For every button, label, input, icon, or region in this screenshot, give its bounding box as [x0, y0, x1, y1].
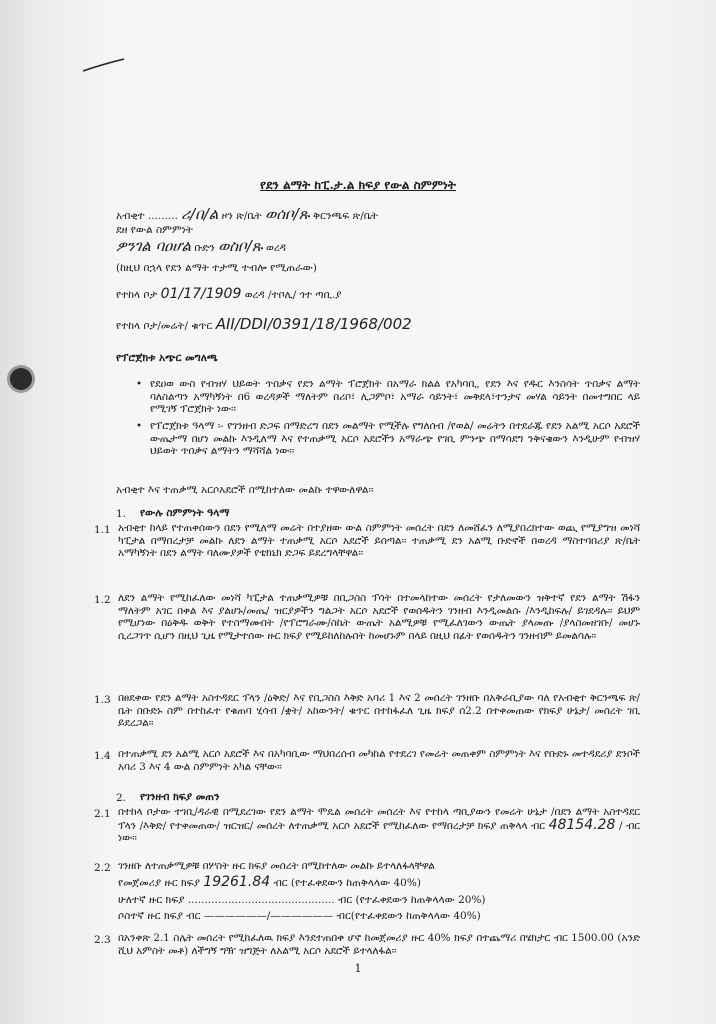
header-text: ወረዳ: [266, 242, 286, 254]
installment-label: ሶስተኛ ዙር ክፍያ ብር: [118, 910, 201, 922]
document-title: የደን ልማት ከፒ.ታ.ል ክፍያ የውል ስምምነት: [260, 178, 456, 192]
clause-2-1-text: በተከላ ቦታው ተገቢ/ዳራዊ በሚደረገው የደን ልማት ሞዴል መሰረት መሰረት እና የተከላ ጣቢያውን የመሬት ሁኔታ /በደን ልማት አስተዳደር ፕላን /እቅድ/ የተቀመጠው/ ዝርዝር/ መሰረት ለተጠቃሚ አርሶ አደሮች የሚከፈለው የማበረታቻ ክፍያ ጠቅላላ ብር: [118, 806, 640, 832]
bullet-paragraph: • የደዐወ ውስ የብዝሃ ህይወት ጥበቃና የደን ልማት ፕሮጀክት በአማራ ክልል የአካባቢ, የደን እና የዱር እንስሳት ጥበቃና ልማት ባለስልጣን አማካኝነት በ6 ወረዳዎች ማለትም በሪቦ፣ ሊጋምቦ፣ አማራ ሳይንት፣ መቅደላ፣ተንታና መሃል ሳይንት በመተግበር ላይ የሚገኝ ፕሮጀክት ነው፡፡: [150, 378, 640, 416]
header-line-1: [116, 205, 379, 223]
header-line-2: ደዘ የውል ስምምነት: [116, 224, 194, 236]
section-heading: የውሉ ስምምነት ዓላማ: [140, 507, 230, 519]
clause-2-1-end: / ብር ነው፡፡: [118, 819, 640, 845]
clause-text: በአንቀጽ 2.1 ስሌት መሰረት የሚከፈለዉ ክፍያ እንደተጠበቀ ሆኖ ከመጀመሪያ ዙር 40% ክፍያ በተጨማሪ በሄክታር ብር 1500.00 (አንድ ሺህ አምስት መቶ) ለችግኝ ግዥ ዝግጅት ለአልሚ አርሶ አደሮች ይተላለፋል፡፡: [118, 932, 640, 957]
handwritten-first-installment: 19261.84: [203, 874, 271, 890]
clause-text: ለደን ልማት የሚከፈለው መነሻ ካፒታል ተጠቃሚዎቹ በቢጋስስ ፕሳት በተመላከተው መሰረት የታለመውን ዝቅተኛ የደን ልማት ሽፋን ማለትም አገር በቀል እና ያልሆኑ/መጤ/ ዝርያዎችን ግልጋት አርሶ አደሮች የወሰዱትን ገንዘብ እንዲመልሱ /እንዲከፍሉ/ ይገደዳሉ፡፡ ይህም የሚሆነው በዕቅዱ ወቅት የተስማሙበት /የፕሮግራሙ/ስኬት ውጤት አልሚዎቹ የሚፈለገውን ውጤት ያላመጡ /ያላስመዘገቡ/ መሆኑ ሲረጋገጥ ሲሆን በዚህ ጊዜ የሚታተሰው ዙር ክፍያ የሚይከለከሉበት ከመሆኑም በላይ በዚህ በፊት የወሰዱትን ገንዘብም ይመልሳሉ፡፡: [118, 592, 640, 642]
header-line-4: (ከዚህ በኋላ የደን ልማት ተታሚ ተብሎ የሚጠራው): [116, 262, 317, 274]
handwritten-zone-office: ወሰቦ/ጹ: [265, 205, 310, 223]
installment-row-1: [118, 876, 421, 890]
page-number: 1: [354, 962, 362, 975]
installment-label: የመጀመሪያ ዙር ክፍያ: [118, 877, 200, 889]
clause-text: በተጠቃሚ ደን አልሚ አርሶ አደሮች እና በአካባቢው ማህበረሰብ መካከል የተደረገ የመሬት መጠቀም ስምምነት እና የቡድኑ መተዳደሪያ ደንቦች አባሪ 3 እና 4 ውል ስምምነት አካል ናቸው፡፡: [118, 748, 640, 773]
clause-number: 1.2: [94, 594, 111, 606]
installment-row-3: ሶስተኛ ዙር ክፍያ ብር ——————/—————— ብር(የተፈቀደውን ከጠቅላላው 40%): [118, 910, 481, 922]
pen-stroke-mark: [80, 55, 130, 75]
header-text: አብቂተ .........: [116, 210, 178, 222]
clause-number: 1.4: [94, 750, 111, 762]
clause-number: 1.1: [94, 524, 111, 536]
clause-text: [118, 806, 640, 845]
clause-text: ገንዘቡ ለተጠቃሚዎቹ በሦስት ዙር ክፍያ መሰረት በሚከተለው መልኩ ይተላለፋላቸዋል: [118, 860, 435, 872]
header-text: ወረዳ /ተቦሊ/ ጎተ ጣቢ.ያ: [244, 289, 342, 301]
section-number: 1.: [116, 508, 127, 520]
installment-row-2: ሁለተኛ ዙር ክፍያ ............................................ ብር (የተፈቀደውን ከጠቅላላው 20%): [118, 894, 486, 906]
clause-number: 1.3: [94, 694, 111, 706]
installment-note: ብር (የተፈቀደውን ከጠቅላላው 40%): [273, 877, 421, 889]
installment-label: ሁለተኛ ዙር ክፍያ: [118, 894, 185, 906]
handwritten-woreda: ወስቦ/ጹ: [218, 237, 263, 255]
clause-number: 2.3: [94, 934, 111, 946]
punch-hole: [10, 368, 32, 390]
section-heading: የገንዘብ ክፍያ መጠን: [140, 791, 220, 803]
header-text: የተከላ ቦታ/መሬት/ ቁጥር: [116, 320, 213, 332]
project-summary-heading: የፕሮጀክቱ አጭር መግለጫ: [116, 352, 218, 364]
installment-note: ብር(የተፈቀደውን ከጠቅላላው 40%): [336, 910, 481, 922]
header-line-5: [116, 288, 342, 302]
handwritten-site: 01/17/1909: [160, 286, 242, 302]
handwritten-parcel-number: AII/DDI/0391/18/1968/002: [215, 315, 412, 333]
handwritten-group-name: ዎንገል ባዐሆል: [116, 237, 192, 255]
header-text: ቡድን: [194, 242, 215, 254]
section-number: 2.: [116, 792, 127, 804]
clause-text: አብቂተ ከላይ የተጠቀሰውን በደን የሚለማ መሬት በተያዘው ውል ስምምነት መሰረት በደን ለመሸፈን ለሚያበረክተው ወጪ የሚያግዝ መነሻ ካፒታል በማበረታቻ መልኩ ለደን ልማት ተጠቃሚ አርሶ አደሮች ይሰጣል፡፡ ተጠቃሚ ደን አልሚ ቡድኖች በወረዳ ማስተባበሪያ ጽ/ቤት አማካኝነት በደን ልማት ባለሙያዎች የቴክኒክ ድጋፍ ይደረግላቸዋል፡፡: [118, 522, 640, 560]
handwritten-zone: ሪ/በ/ል: [181, 205, 219, 223]
header-line-3: [116, 237, 286, 255]
agreement-statement: አብቂተ እና ተጠቃሚ አርሶአደሮች በሚከተለው መልኩ ተዋውለዋል፡፡: [116, 484, 374, 496]
header-text: ቅርንጫፍ ጽ/ቤት: [313, 210, 379, 222]
clause-number: 2.1: [94, 808, 111, 820]
bullet-paragraph: • የፕሮጀክቱ ዓላማ ፡- የገንዘብ ድጋፍ በማድረግ በደን መልማት የሚችሉ የግለሰብ /የወል/ መሬትን በተደራጁ የደን አልሚ አርሶ አደሮች ውጤታማ በሆነ መልኩ እንዲለማ እና የተጠቃሚ አርሶ አደሮችን አማራጭ የገቢ ምንጭ በማሳደግ ንቅናቄውን እንዲሁም የብዝሃ ህይወት ጥበቃና ልማትን ማሻሻል ነው፡፡: [150, 420, 640, 458]
clause-number: 2.2: [94, 862, 111, 874]
header-line-6: [116, 315, 412, 333]
header-text: የተከላ ቦታ: [116, 289, 158, 301]
header-text: ዞን ጽ/ቤት: [221, 210, 262, 222]
installment-note: ብር (የተፈቀደውን ከጠቅላላው 20%): [338, 894, 486, 906]
handwritten-total-amount: 48154.28: [548, 816, 616, 833]
clause-text: በፀደቀው የደን ልማት አስተዳደር ፕላን /ዕቅድ/ እና የቢጋስስ እቅድ አባሪ 1 እና 2 መሰረት ገንዘቡ በአቅራቢያው ባለ የአብቂተ ቅርንጫፍ ጽ/ቤት በቡድኑ ስም በተከፈተ የቁጠባ ሂሳብ /ቋት/ አከውንት/ ቁጥር በተከፋፈለ ጊዜ ክፍያ ሰ2.2 በተቀመጠው የክፍያ ሁኔታ/ መሰረት ገቢ ይደረጋል፡፡: [118, 692, 640, 730]
